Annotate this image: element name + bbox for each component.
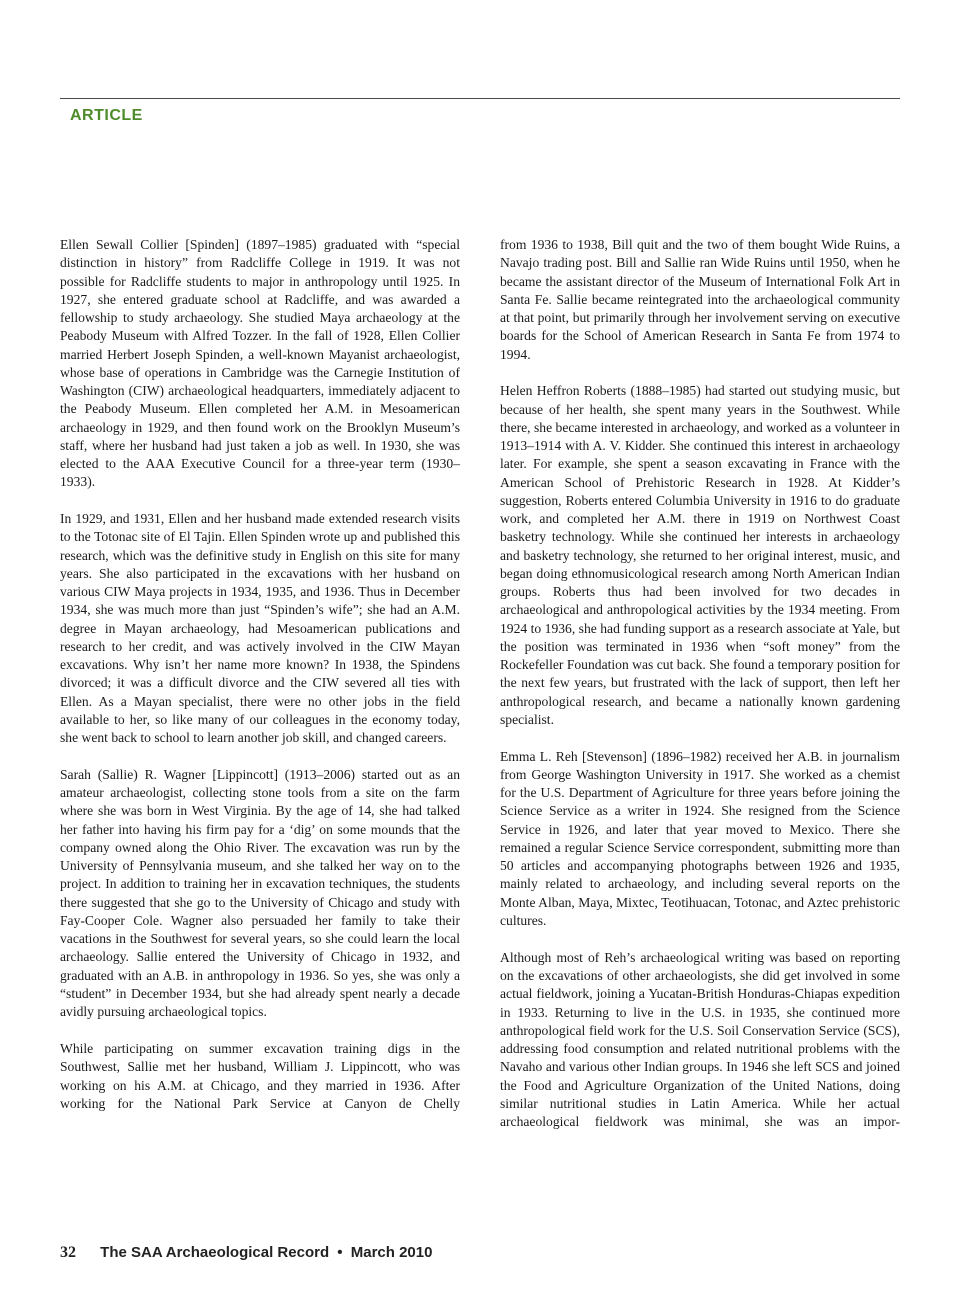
- right-column: [500, 236, 900, 1150]
- paragraph-reh: Emma L. Reh [Stevenson] (1896–1982) received her A.B. in journalism from George Washington University in 1917. She worked as a chemist for the U.S. Department of Agriculture for three years before joining the Science Service as a writer in 1924. She resigned from the Science Service in 1926, and later that year moved to Mexico. There she remained a regular Science Service correspondent, submitting more than 50 articles and accompanying photographs between 1926 and 1935, mainly related to archaeology, and including several reports on the Monte Alban, Maya, Mixtec, Teotihuacan, Totonac, and Aztec prehistoric cultures.: [500, 748, 900, 928]
- page-footer: [60, 1244, 432, 1262]
- page-number: 32: [60, 1244, 76, 1261]
- paragraph-wagner: Sarah (Sallie) R. Wagner [Lippincott] (1913–2006) started out as an amateur archaeologist, collecting stone tools from a site on the farm where she was born in West Virginia. By the age of 14, she had talked her father into having his firm pay for a ‘dig’ on some mounds that the company owned along the Ohio River. The excavation was run by the University of Pennsylvania museum, and she talked her way on to the project. In addition to training her in excavation techniques, the students there suggested that she go to the University of Chicago and study with Fay-Cooper Cole. Wagner also persuaded her family to take their vacations in the Southwest for several years, so she could learn the local archaeology. Sallie entered the University of Chicago in 1932, and graduated with an A.B. in anthropology in 1936. So yes, she was only a “student” in December 1934, but she had already spent nearly a decade avidly pursuing archaeological topics.: [60, 766, 460, 1020]
- publication-title: The SAA Archaeological Record: [100, 1244, 330, 1261]
- paragraph-roberts: Helen Heffron Roberts (1888–1985) had started out studying music, but because of her health, she spent many years in the Southwest. While there, she became interested in archaeology, and worked as a volunteer in 1913–1914 with A. V. Kidder. She continued this interest in archaeology later. For example, she spent a season excavating in France with the American School of Prehistoric Research in 1928. At Kidder’s suggestion, Roberts entered Columbia University in 1916 to do graduate work, and completed her A.M. there in 1919 on Northwest Coast basketry technology. While she continued her interests in archaeology and basketry technology, she returned to her original interest, music, and began doing ethnomusicological research among North American Indian groups. Roberts thus had been involved for two decades in archaeological and anthropological activities by the 1934 meeting. From 1924 to 1936, she had funding support as a research associate at Yale, but the position was terminated in 1936 when “soft money” from the Rockefeller Foundation was cut back. She found a temporary position for the next few years, but frustrated with the lack of support, then left her anthropological research, and became a nationally known gardening specialist.: [500, 383, 900, 727]
- section-label: ARTICLE: [70, 107, 143, 124]
- footer-separator: •: [337, 1244, 343, 1261]
- paragraph-el-tajin: In 1929, and 1931, Ellen and her husband made extended research visits to the Totonac site of El Tajin. Ellen Spinden wrote up and published this research, which was the definitive study in English on this site for many years. She also participated in the excavations with her husband on various CIW Maya projects in 1934, 1935, and 1936. Thus in December 1934, she was much more than just “Spinden’s wife”; she had an A.M. degree in Mayan archaeology, had Mesoamerican publications and research to her credit, and was actively involved in the CIW Mayan excavations. Why isn’t her name more known? In 1938, the Spindens divorced; it was a difficult divorce and the CIW severed all ties with Ellen. As a Mayan specialist, there were no other jobs in the field available to her, so like many of our colleagues in the economy today, she went back to school to learn another job skill, and changed careers.: [60, 511, 460, 746]
- header-rule: [60, 98, 900, 99]
- paragraph-reh-fieldwork: Although most of Reh’s archaeological writing was based on reporting on the excavations of other archaeologists, she did get involved in some actual fieldwork, joining a Yucatan-British Honduras-Chiapas expedition in 1933. Returning to live in the U.S. in 1935, she continued more anthropological field work for the U.S. Soil Conservation Service (SCS), addressing food consumption and related nutritional problems with the Navaho and various other Indian groups. In 1946 she left SCS and joined the Food and Agriculture Organization of the United Nations, doing similar nutritional studies in Latin America. While her actual archaeological fieldwork was minimal, she was an impor-: [500, 949, 900, 1130]
- paragraph-collier: Ellen Sewall Collier [Spinden] (1897–1985) graduated with “special distinction in history” from Radcliffe College in 1919. It was not possible for Radcliffe students to major in anthropology until 1925. In 1927, she entered graduate school at Radcliffe, and was awarded a fellowship to study archaeology. She studied Maya archaeology at the Peabody Museum with Alfred Tozzer. In the fall of 1928, Ellen Collier married Herbert Joseph Spinden, a well-known Mayanist archaeologist, whose base of operations in Cambridge was the Carnegie Institution of Washington (CIW) archaeological headquarters, immediately adjacent to the Peabody Museum. Ellen completed her A.M. in Mesoamerican archaeology in 1929, and then found work on the Brooklyn Museum’s staff, where her husband had just taken a job as well. In 1930, she was elected to the AAA Executive Council for a three-year term (1930–1933).: [60, 237, 460, 490]
- paragraph-lippincott: While participating on summer excavation training digs in the Southwest, Sallie met her husband, William J. Lippincott, who was working on his A.M. at Chicago, and they married in 1936. After working for the National Park Service at Canyon de Chelly: [60, 1041, 460, 1111]
- left-column: [60, 236, 460, 1132]
- issue-date: March 2010: [350, 1244, 433, 1261]
- paragraph-wide-ruins: from 1936 to 1938, Bill quit and the two of them bought Wide Ruins, a Navajo trading post. Bill and Sallie ran Wide Ruins until 1950, when he became the assistant director of the Museum of International Folk Art in Santa Fe. Sallie became reintegrated into the archaeological community at that point, but primarily through her involvement serving on executive boards for the School of American Research in Santa Fe from 1974 to 1994.: [500, 237, 900, 362]
